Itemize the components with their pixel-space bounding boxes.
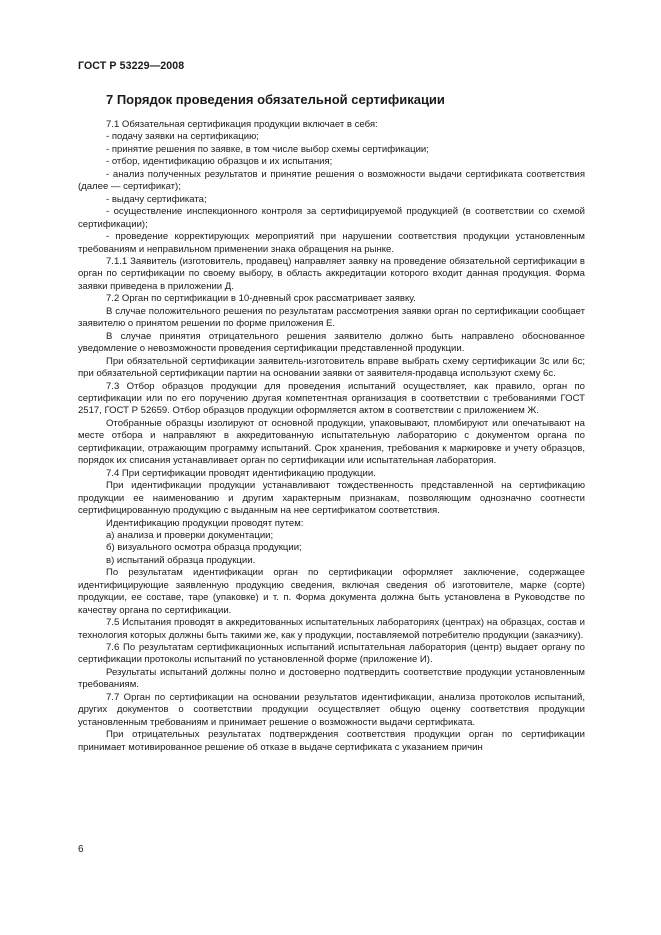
list-item: - осуществление инспекционного контроля за сертифицируемой продукцией (в соответствии со схемой сертификации);: [78, 206, 585, 230]
paragraph: По результатам идентификации орган по сертификации оформляет заключение, содержащее идентифицирующие заявленную продукцию сведения, включая сведения об изготовителе, марке (сорте) продукции, ее составе, таре (упаковке) и т. п. Форма документа должна быть установлена в Руководстве по качеству органа по сертификации.: [78, 567, 585, 616]
list-item: - принятие решения по заявке, в том числе выбор схемы сертификации;: [106, 143, 429, 155]
section-body: [78, 119, 585, 754]
document-header: ГОСТ Р 53229—2008: [78, 60, 185, 72]
list-item: б) визуального осмотра образца продукции;: [106, 542, 302, 554]
list-item: а) анализа и проверки документации;: [106, 529, 274, 541]
page-number: 6: [78, 844, 84, 855]
paragraph: Идентификацию продукции проводят путем:: [106, 517, 304, 529]
paragraph: 7.6 По результатам сертификационных испытаний испытательная лаборатория (центр) выдает органу по сертификации протоколы испытаний по установленной форме (приложение И).: [78, 642, 585, 666]
paragraph: При идентификации продукции устанавливают тождественность представленной на сертификацию продукции ее наименованию и другим характерным признакам, позволяющим однозначно соотнести сертифицированную продукцию с выданным на нее сертификатом соответствия.: [78, 480, 585, 517]
paragraph: Результаты испытаний должны полно и достоверно подтвердить соответствие продукции установленным требованиям.: [78, 666, 585, 691]
paragraph: 7.5 Испытания проводят в аккредитованных испытательных лабораториях (центрах) на образцах, состав и технология которых должны быть такими же, как у продукции, поставляемой потребителю продукции (заказчику).: [78, 617, 585, 641]
paragraph: 7.1 Обязательная сертификация продукции включает в себя:: [106, 119, 378, 130]
paragraph: При обязательной сертификации заявитель-изготовитель вправе выбрать схему сертификации 3с или 6с; при обязательной сертификации партии на основании заявки от заявителя-продавца используют схему 6с.: [78, 355, 585, 380]
list-item: - подачу заявки на сертификацию;: [106, 131, 259, 143]
list-item: - выдачу сертификата;: [106, 193, 207, 205]
list-item: в) испытаний образца продукции.: [106, 554, 256, 566]
paragraph: 7.3 Отбор образцов продукции для проведения испытаний осуществляет, как правило, орган по сертификации или по его поручению другая компетентная организация в соответствии с требованиями ГОСТ 2517, ГОСТ Р 52659. Отбор образцов продукции оформляется актом в соответствии с приложением Ж.: [78, 380, 585, 417]
paragraph: В случае положительного решения по результатам рассмотрения заявки орган по сертификации сообщает заявителю о принятом решении по форме приложения Е.: [78, 305, 585, 330]
paragraph: 7.4 При сертификации проводят идентификацию продукции.: [106, 467, 376, 479]
paragraph: 7.7 Орган по сертификации на основании результатов идентификации, анализа протоколов испытаний, других документов о соответствии продукции осуществляет общую оценку соответствия продукции установленным требованиям и принимает решение о возможности выдачи сертификата.: [78, 691, 585, 728]
paragraph: При отрицательных результатах подтверждения соответствия продукции орган по сертификации принимает мотивированное решение об отказе в выдаче сертификата с указанием причин: [78, 729, 585, 753]
list-item: - отбор, идентификацию образцов и их испытания;: [106, 156, 333, 168]
list-item: - проведение корректирующих мероприятий при нарушении соответствия продукции установленным требованиям и неправильном применении знака обращения на рынке.: [78, 231, 585, 255]
paragraph: Отобранные образцы изолируют от основной продукции, упаковывают, пломбируют или опечатывают на месте отбора и направляют в аккредитованную испытательную лабораторию с документом органа по сертификации, отражающим программу испытаний. Срок хранения, требования к маркировке и учету образцов, порядок их списания устанавливает орган по сертификации или испытательная лаборатория.: [78, 417, 585, 467]
paragraph: В случае принятия отрицательного решения заявителю должно быть направлено обоснованное уведомление о невозможности проведения сертификации представленной продукции.: [78, 330, 585, 355]
list-item: - анализ полученных результатов и принятие решения о возможности выдачи сертификата соответствия (далее — сертификат);: [78, 168, 585, 193]
paragraph: 7.1.1 Заявитель (изготовитель, продавец) направляет заявку на проведение обязательной сертификации в орган по сертификации по своему выбору, в область аккредитации которого входит данная продукция. Форма заявки приведена в приложении Д.: [78, 255, 585, 292]
section-heading: 7 Порядок проведения обязательной сертификации: [106, 92, 445, 107]
paragraph: 7.2 Орган по сертификации в 10-дневный срок рассматривает заявку.: [106, 293, 416, 305]
